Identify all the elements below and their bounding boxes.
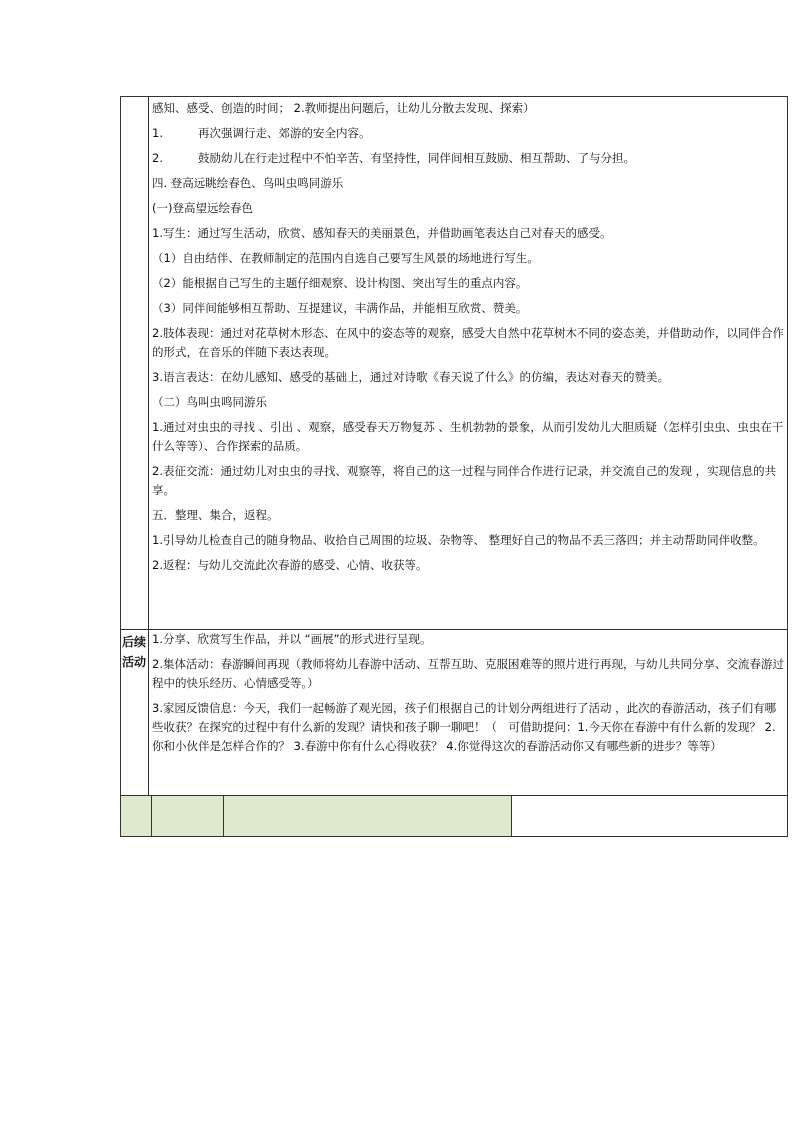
footer-cell-4 <box>512 796 787 836</box>
subsection-heading: (一)登高望远绘春色 <box>152 201 253 215</box>
text-line: （3）同伴间能够相互帮助、互提建议，丰满作品，并能相互欣赏、赞美。 <box>152 301 528 315</box>
text-line: 1.引导幼儿检查自己的随身物品、收拾自己周围的垃圾、杂物等、 整理好自己的物品不丢三落四；并主动帮助同伴收整。 <box>152 533 765 547</box>
text-line: 1.写生：通过写生活动，欣赏、感知春天的美丽景色，并借助画笔表达自己对春天的感受。 <box>152 226 612 240</box>
line-text: 再次强调行走、郊游的安全内容。 <box>198 126 371 140</box>
text-line: 1.分享、欣赏写生作品，并以 “画展”的形式进行呈现。 <box>152 632 432 646</box>
text-line: 2.返程：与幼儿交流此次春游的感受、心情、收获等。 <box>152 558 428 572</box>
section-heading: 五．整理、集合，返程。 <box>152 508 279 522</box>
text-line: 1.通过对虫虫的寻找 、引出 、观察，感受春天万物复苏 、生机勃勃的景象，从而引发幼儿大胆质疑（怎样引虫虫、虫虫在干什么等等）、合作探索的品质。 <box>152 420 784 453</box>
followup-row <box>120 630 788 796</box>
section-heading: 四. 登高远眺绘春色、鸟叫虫鸣同游乐 <box>152 176 344 190</box>
footer-cell-1 <box>121 796 152 836</box>
lesson-plan-table <box>120 96 788 837</box>
activity-row-content <box>149 97 787 629</box>
line-number: 2. <box>152 151 163 165</box>
activity-row <box>120 96 788 630</box>
text-line: 3.家园反馈信息：今天，我们一起畅游了观光园，孩子们根据自己的计划分两组进行了活动 ，此次的春游活动，孩子们有哪些收获？在探究的过程中有什么新的发现？请快和孩子聊一聊吧！（ 可借助提问：1.今天你在春游中有什么新的发现？ 2.你和小伙伴是怎样合作的？ 3.春游中你有什么心得收获？ 4.你觉得这次的春游活动你又有哪些新的进步？等等） <box>152 701 777 753</box>
subsection-heading: （二）鸟叫虫鸣同游乐 <box>152 395 267 409</box>
numbered-line <box>152 124 787 143</box>
activity-row-label <box>121 97 149 629</box>
line-text: 鼓励幼儿在行走过程中不怕辛苦、有坚持性，同伴间相互鼓励、相互帮助、了与分担。 <box>198 151 635 165</box>
text-line: 3.语言表达：在幼儿感知、感受的基础上，通过对诗歌《春天说了什么》的仿编，表达对春天的赞美。 <box>152 370 669 384</box>
text-line: 感知、感受、创造的时间； 2.教师提出问题后，让幼儿分散去发现、探索） <box>152 101 535 115</box>
footer-cell-2 <box>152 796 224 836</box>
footer-cell-3 <box>224 796 512 836</box>
text-line: 2.集体活动：春游瞬间再现（教师将幼儿春游中活动、互帮互助、克服困难等的照片进行再现，与幼儿共同分享、交流春游过程中的快乐经历、心情感受等。） <box>152 657 784 690</box>
text-line: 2.肢体表现：通过对花草树木形态、在风中的姿态等的观察，感受大自然中花草树木不同的姿态美，并借助动作，以同伴合作的形式，在音乐的伴随下表达表现。 <box>152 326 784 359</box>
text-line: （1）自由结伴、在教师制定的范围内自选自己要写生风景的场地进行写生。 <box>152 251 539 265</box>
numbered-line <box>152 149 787 168</box>
text-line: （2）能根据自己写生的主题仔细观察、设计构图、突出写生的重点内容。 <box>152 276 528 290</box>
followup-row-label: 后续活动 <box>121 630 149 795</box>
line-number: 1. <box>152 126 163 140</box>
followup-row-content <box>149 630 787 795</box>
text-line: 2.表征交流：通过幼儿对虫虫的寻找、观察等，将自己的这一过程与同伴合作进行记录，并交流自己的发现 ，实现信息的共享。 <box>152 464 777 497</box>
footer-row <box>120 796 788 837</box>
